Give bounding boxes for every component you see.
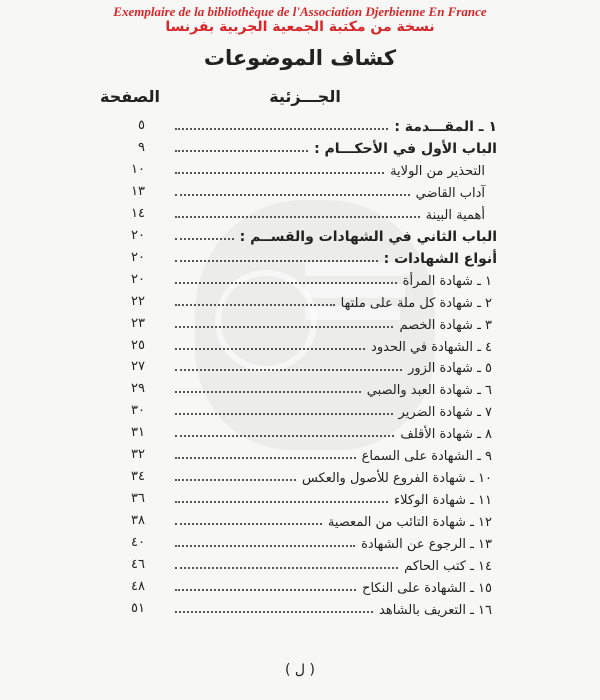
toc-entry-page: ١٠ — [131, 161, 145, 177]
dot-leader — [175, 216, 420, 218]
toc-entry-page: ٣٤ — [131, 469, 145, 485]
toc-entry-title: ٥ ـ شهادة الزور — [408, 361, 492, 377]
toc-entry — [175, 247, 497, 267]
toc-entry-title: ٨ ـ شهادة الأقلف — [400, 427, 492, 443]
toc-entry — [175, 532, 492, 552]
toc-entry-page: ٤٨ — [131, 578, 145, 594]
toc-entry — [175, 598, 492, 618]
toc-entry-page: ٢٠ — [131, 227, 145, 243]
page-title: كشاف الموضوعات — [203, 46, 397, 70]
toc-entry-title: ١٣ ـ الرجوع عن الشهادة — [361, 537, 492, 553]
dot-leader — [175, 413, 393, 415]
toc-entry — [175, 466, 492, 486]
toc-entry — [175, 488, 492, 508]
toc-entry — [175, 137, 497, 157]
toc-entry-title: آداب القاضي — [415, 185, 485, 201]
toc-entry-page: ٣٠ — [131, 403, 145, 419]
toc-entry-page: ٢٢ — [131, 293, 145, 309]
dot-leader — [175, 369, 402, 371]
toc-entry-page: ٢٣ — [131, 315, 145, 331]
dot-leader — [175, 457, 356, 459]
dot-leader — [175, 611, 373, 613]
toc-entry-title: ١ ـ شهادة المرأة — [402, 273, 492, 289]
toc-entry-page: ١٤ — [131, 205, 145, 221]
toc-entry-page: ٢٠ — [131, 249, 145, 265]
toc-entry — [175, 378, 492, 398]
toc-entry-page: ٤٦ — [131, 557, 145, 572]
dot-leader — [175, 238, 234, 240]
toc-entry-title: ١٢ ـ شهادة التائب من المعصية — [327, 515, 492, 531]
toc-entry-page: ٢٧ — [131, 359, 145, 375]
library-stamp-french: Exemplaire de la bibliothèque de l'Association Djerbienne En France — [113, 4, 487, 19]
toc-entry — [175, 159, 485, 179]
toc-entry-page: ٥١ — [131, 600, 145, 616]
toc-entry-title: ٤ ـ الشهادة في الحدود — [371, 339, 492, 355]
toc-entry-title: ١٤ ـ كتب الحاكم — [404, 559, 492, 574]
toc-entry — [175, 444, 492, 464]
toc-entry — [175, 356, 492, 376]
toc-entry-title: ٣ ـ شهادة الخصم — [399, 317, 492, 333]
toc-entry — [175, 554, 492, 574]
toc-entry — [175, 181, 485, 201]
dot-leader — [175, 282, 397, 284]
toc-entry — [175, 203, 485, 223]
toc-entry-title: ٧ ـ شهادة الضرير — [398, 405, 492, 421]
dot-leader — [175, 304, 335, 306]
dot-leader — [175, 172, 384, 174]
toc-entry — [175, 422, 492, 442]
toc-entry — [175, 510, 492, 530]
dot-leader — [175, 348, 365, 350]
toc-entry-title: الباب الأول في الأحكـــام : — [314, 140, 497, 157]
toc-entry-title: التحذير من الولاية — [390, 163, 485, 179]
toc-entry-title: أنواع الشهادات : — [383, 250, 497, 267]
dot-leader — [175, 150, 308, 152]
dot-leader — [175, 128, 388, 130]
page-folio: ( ل ) — [284, 662, 315, 678]
dot-leader — [175, 194, 410, 196]
dot-leader — [175, 326, 393, 328]
column-header-page: الصفحة — [100, 87, 161, 106]
toc-entry-page: ٣٢ — [131, 447, 145, 463]
toc-entry — [175, 291, 492, 311]
toc-entry-title: ١ ـ المقـــدمة : — [394, 119, 497, 135]
toc-entry-page: ٣٨ — [131, 513, 145, 529]
toc-entry-title: ٢ ـ شهادة كل ملة على ملتها — [340, 295, 492, 311]
toc-entry-page: ١٣ — [131, 183, 145, 199]
toc-entry — [175, 313, 492, 333]
toc-entry — [175, 225, 497, 245]
toc-entry-page: ٤٠ — [131, 535, 145, 551]
toc-entry-page: ٢٥ — [131, 337, 145, 353]
toc-entry-page: ٢٩ — [131, 381, 145, 397]
toc-entry-page: ٣١ — [131, 425, 145, 441]
toc-entry-page: ٢٠ — [131, 271, 145, 287]
toc-entry-page: ٩ — [138, 139, 145, 155]
toc-entry-page: ٥ — [138, 118, 145, 133]
toc-entry-page: ٣٦ — [131, 491, 145, 507]
toc-entry-title: ١٥ ـ الشهادة على النكاح — [362, 580, 492, 596]
dot-leader — [175, 391, 361, 393]
toc-entry-title: ٦ ـ شهادة العبد والصبي — [366, 383, 492, 399]
toc-entry-title: ١١ ـ شهادة الوكلاء — [394, 493, 492, 509]
dot-leader — [175, 435, 394, 437]
column-header-topic: الجـــزئية — [269, 87, 341, 106]
dot-leader — [175, 479, 296, 481]
dot-leader — [175, 567, 398, 569]
toc-entry — [175, 400, 492, 420]
toc-entry-title: ١٠ ـ شهادة الفروع للأصول والعكس — [301, 471, 492, 487]
toc-entry — [175, 115, 497, 135]
toc-entry-title: الباب الثاني في الشهادات والقســم : — [239, 228, 497, 245]
dot-leader — [175, 545, 355, 547]
toc-entry — [175, 576, 492, 596]
dot-leader — [175, 260, 378, 262]
toc-entry — [175, 269, 492, 289]
dot-leader — [175, 523, 322, 525]
toc-entry-title: أهمية البينة — [425, 207, 485, 223]
toc-entry — [175, 335, 492, 355]
library-stamp-arabic: نسخة من مكتبة الجمعية الجربية بفرنسا — [165, 19, 435, 35]
dot-leader — [175, 589, 356, 591]
toc-entry-title: ١٦ ـ التعريف بالشاهد — [379, 602, 492, 618]
dot-leader — [175, 501, 388, 503]
toc-entry-title: ٩ ـ الشهادة على السماع — [361, 449, 492, 465]
